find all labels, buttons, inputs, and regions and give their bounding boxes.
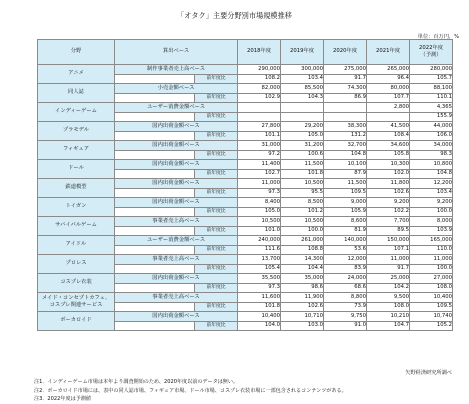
growth-cell: 102.9 — [238, 94, 281, 103]
growth-cell: 95.5 — [281, 189, 324, 198]
growth-cell: 109.5 — [324, 189, 367, 198]
growth-cell — [324, 113, 367, 122]
table-row — [38, 141, 453, 151]
growth-label-cell: 前年度比 — [195, 75, 238, 84]
growth-cell: 97.2 — [238, 151, 281, 160]
unit-label: 単位：百万円，% — [417, 34, 459, 40]
value-cell: 85,500 — [281, 84, 324, 94]
growth-cell: 100.0 — [410, 208, 453, 217]
value-cell: 34,600 — [367, 141, 410, 151]
growth-cell — [281, 113, 324, 122]
basis-cell: ユーザー消費金額ベース — [115, 103, 238, 113]
growth-cell: 110.1 — [410, 94, 453, 103]
growth-cell: 73.9 — [324, 303, 367, 312]
growth-cell: 105.4 — [238, 265, 281, 274]
spacer-cell — [115, 303, 195, 312]
growth-label-cell: 前年度比 — [195, 284, 238, 293]
value-cell: 31,000 — [238, 141, 281, 151]
field-name-cell: プラモデル — [38, 122, 115, 141]
growth-cell: 100.0 — [281, 227, 324, 236]
spacer-cell — [115, 113, 195, 122]
value-cell: 11,500 — [324, 179, 367, 189]
growth-cell: 105.7 — [410, 75, 453, 84]
value-cell: 10,500 — [281, 217, 324, 227]
header-basis: 算出ベース — [115, 40, 238, 65]
value-cell: 140,000 — [324, 236, 367, 246]
value-cell: 27,800 — [238, 122, 281, 132]
value-cell: 10,500 — [281, 179, 324, 189]
basis-cell: 国内出荷金額ベース — [115, 274, 238, 284]
value-cell: 35,500 — [238, 274, 281, 284]
growth-cell: 103.0 — [281, 322, 324, 331]
table-row — [38, 293, 453, 303]
field-name-cell: コスプレ衣装 — [38, 274, 115, 293]
growth-cell: 96.4 — [367, 75, 410, 84]
field-name-cell: ドール — [38, 160, 115, 179]
field-name-cell: フィギュア — [38, 141, 115, 160]
growth-cell: 131.2 — [324, 132, 367, 141]
growth-cell: 105.2 — [410, 322, 453, 331]
value-cell: 10,710 — [281, 312, 324, 322]
market-size-table — [37, 39, 453, 331]
growth-cell: 155.9 — [410, 113, 453, 122]
value-cell: 74,300 — [324, 84, 367, 94]
value-cell: 275,000 — [324, 65, 367, 75]
value-cell: 11,000 — [410, 255, 453, 265]
header-year: 2022年度 （予測） — [410, 40, 453, 65]
spacer-cell — [115, 322, 195, 331]
growth-cell: 103.4 — [281, 75, 324, 84]
value-cell: 80,000 — [367, 84, 410, 94]
growth-cell: 102.2 — [367, 208, 410, 217]
growth-cell: 104.4 — [281, 265, 324, 274]
spacer-cell — [115, 208, 195, 217]
table-row — [38, 255, 453, 265]
table-row — [38, 103, 453, 113]
growth-cell: 104.8 — [324, 151, 367, 160]
spacer-cell — [115, 94, 195, 103]
value-cell: 165,000 — [410, 236, 453, 246]
basis-cell: ユーザー消費金額ベース — [115, 236, 238, 246]
value-cell: 82,000 — [238, 84, 281, 94]
spacer-cell — [115, 227, 195, 236]
value-cell: 29,200 — [281, 122, 324, 132]
growth-cell: 98.6 — [281, 284, 324, 293]
growth-cell: 101.8 — [238, 303, 281, 312]
growth-cell: 91.0 — [324, 322, 367, 331]
value-cell: 265,000 — [367, 65, 410, 75]
growth-cell: 103.9 — [410, 227, 453, 236]
value-cell: 9,200 — [410, 198, 453, 208]
growth-cell: 104.0 — [238, 322, 281, 331]
value-cell: 34,000 — [410, 141, 453, 151]
table-row — [38, 84, 453, 94]
growth-label-cell: 前年度比 — [195, 132, 238, 141]
growth-cell: 100.0 — [410, 265, 453, 274]
table-row — [38, 274, 453, 284]
value-cell: 12,200 — [410, 179, 453, 189]
growth-cell: 105.8 — [367, 151, 410, 160]
growth-cell: 111.6 — [238, 246, 281, 255]
value-cell: 14,300 — [281, 255, 324, 265]
header-year: 2021年度 — [367, 40, 410, 65]
value-cell: 11,000 — [238, 179, 281, 189]
growth-cell: 104.7 — [367, 322, 410, 331]
value-cell: 10,400 — [410, 293, 453, 303]
basis-cell: 事業者売上高ベース — [115, 293, 238, 303]
table-row — [38, 198, 453, 208]
value-cell: 2,800 — [367, 103, 410, 113]
footnote: 注3．2022年度は予測値 — [34, 396, 91, 403]
value-cell: 280,000 — [410, 65, 453, 75]
header-field: 分野 — [38, 40, 115, 65]
spacer-cell — [115, 265, 195, 274]
header-year: 2020年度 — [324, 40, 367, 65]
value-cell — [238, 103, 281, 113]
spacer-cell — [115, 246, 195, 255]
value-cell: 9,200 — [367, 198, 410, 208]
value-cell: 10,500 — [238, 217, 281, 227]
growth-cell: 104.2 — [367, 284, 410, 293]
growth-cell: 91.7 — [367, 265, 410, 274]
value-cell: 12,000 — [324, 255, 367, 265]
value-cell — [281, 103, 324, 113]
growth-cell: 101.2 — [281, 208, 324, 217]
value-cell: 31,200 — [281, 141, 324, 151]
growth-cell: 102.7 — [238, 170, 281, 179]
value-cell: 35,000 — [281, 274, 324, 284]
table-row — [38, 122, 453, 132]
value-cell: 150,000 — [367, 236, 410, 246]
growth-cell: 68.6 — [324, 284, 367, 293]
table-row — [38, 160, 453, 170]
growth-cell: 109.5 — [410, 303, 453, 312]
growth-cell — [238, 113, 281, 122]
spacer-cell — [115, 132, 195, 141]
value-cell: 4,365 — [410, 103, 453, 113]
spacer-cell — [115, 151, 195, 160]
growth-cell: 53.6 — [324, 246, 367, 255]
footnote: 注2．ボーカロイド市場には、表中の同人誌市場、フィギュア市場、ドール市場、コスプレ衣装市場に一部包含されるコンテンツがある。 — [34, 387, 347, 394]
table-row — [38, 312, 453, 322]
growth-label-cell: 前年度比 — [195, 189, 238, 198]
value-cell — [324, 103, 367, 113]
value-cell: 8,800 — [324, 293, 367, 303]
growth-cell: 108.0 — [367, 303, 410, 312]
growth-cell — [367, 113, 410, 122]
growth-cell: 102.6 — [281, 303, 324, 312]
header-year: 2018年度 — [238, 40, 281, 65]
value-cell: 27,000 — [410, 274, 453, 284]
field-name-cell: サバイバルゲーム — [38, 217, 115, 236]
growth-label-cell: 前年度比 — [195, 170, 238, 179]
value-cell: 8,500 — [281, 198, 324, 208]
value-cell: 9,750 — [324, 312, 367, 322]
field-name-cell: 鉄道模型 — [38, 179, 115, 198]
value-cell: 240,000 — [238, 236, 281, 246]
value-cell: 25,000 — [367, 274, 410, 284]
value-cell: 290,000 — [238, 65, 281, 75]
growth-cell: 110.0 — [410, 246, 453, 255]
value-cell: 9,000 — [324, 198, 367, 208]
value-cell: 10,800 — [410, 160, 453, 170]
field-name-cell: 同人誌 — [38, 84, 115, 103]
header-year: 2019年度 — [281, 40, 324, 65]
growth-cell: 105.9 — [324, 208, 367, 217]
growth-label-cell: 前年度比 — [195, 303, 238, 312]
basis-cell: 小売金額ベース — [115, 84, 238, 94]
table-row — [38, 65, 453, 75]
header-row — [38, 40, 453, 65]
value-cell: 9,500 — [367, 293, 410, 303]
growth-cell: 100.6 — [281, 151, 324, 160]
growth-label-cell: 前年度比 — [195, 94, 238, 103]
value-cell: 8,000 — [410, 217, 453, 227]
value-cell: 10,740 — [410, 312, 453, 322]
field-name-cell: アイドル — [38, 236, 115, 255]
value-cell: 32,700 — [324, 141, 367, 151]
basis-cell: 国内出荷金額ベース — [115, 160, 238, 170]
field-name-cell: メイド・コンセプトカフェ、 コスプレ関連サービス — [38, 293, 115, 312]
value-cell: 24,000 — [324, 274, 367, 284]
value-cell: 7,700 — [367, 217, 410, 227]
spacer-cell — [115, 189, 195, 198]
source-note: 矢野経済研究所調べ — [405, 370, 452, 376]
spacer-cell — [115, 75, 195, 84]
value-cell: 8,400 — [238, 198, 281, 208]
growth-cell: 98.3 — [410, 151, 453, 160]
table-row — [38, 179, 453, 189]
field-name-cell: ボーカロイド — [38, 312, 115, 331]
growth-cell: 108.2 — [238, 75, 281, 84]
value-cell: 88,100 — [410, 84, 453, 94]
growth-cell: 108.0 — [410, 284, 453, 293]
value-cell: 11,500 — [281, 160, 324, 170]
growth-cell: 87.9 — [324, 170, 367, 179]
growth-cell: 86.9 — [324, 94, 367, 103]
value-cell: 44,000 — [410, 122, 453, 132]
growth-label-cell: 前年度比 — [195, 246, 238, 255]
growth-cell: 102.6 — [367, 189, 410, 198]
growth-cell: 101.8 — [281, 170, 324, 179]
value-cell: 10,100 — [324, 160, 367, 170]
basis-cell: 国内出荷金額ベース — [115, 198, 238, 208]
basis-cell: 国内出荷金額ベース — [115, 312, 238, 322]
value-cell: 11,900 — [281, 293, 324, 303]
value-cell: 41,500 — [367, 122, 410, 132]
value-cell: 10,210 — [367, 312, 410, 322]
spacer-cell — [115, 284, 195, 293]
spacer-cell — [115, 170, 195, 179]
basis-cell: 制作事業者売上高ベース — [115, 65, 238, 75]
value-cell: 11,800 — [367, 179, 410, 189]
field-name-cell: トイガン — [38, 198, 115, 217]
table-row — [38, 236, 453, 246]
growth-cell: 101.0 — [238, 227, 281, 236]
value-cell: 10,300 — [367, 160, 410, 170]
growth-cell: 89.5 — [367, 227, 410, 236]
basis-cell: 国内出荷金額ベース — [115, 122, 238, 132]
growth-cell: 108.8 — [281, 246, 324, 255]
field-name-cell: アニメ — [38, 65, 115, 84]
value-cell: 38,300 — [324, 122, 367, 132]
growth-label-cell: 前年度比 — [195, 113, 238, 122]
growth-cell: 91.7 — [324, 75, 367, 84]
basis-cell: 国内出荷金額ベース — [115, 179, 238, 189]
value-cell: 13,700 — [238, 255, 281, 265]
growth-cell: 105.0 — [238, 208, 281, 217]
growth-cell: 105.0 — [281, 132, 324, 141]
field-name-cell: プロレス — [38, 255, 115, 274]
table-row — [38, 217, 453, 227]
value-cell: 11,000 — [367, 255, 410, 265]
basis-cell: 事業者売上高ベース — [115, 217, 238, 227]
basis-cell: 事業者売上高ベース — [115, 255, 238, 265]
table-title: 「オタク」主要分野別市場規模推移 — [176, 11, 292, 20]
growth-cell: 104.8 — [410, 170, 453, 179]
growth-cell: 101.1 — [238, 132, 281, 141]
growth-cell: 97.3 — [238, 284, 281, 293]
growth-cell: 106.0 — [410, 132, 453, 141]
growth-label-cell: 前年度比 — [195, 151, 238, 160]
growth-cell: 107.7 — [367, 94, 410, 103]
growth-cell: 83.9 — [324, 265, 367, 274]
growth-label-cell: 前年度比 — [195, 265, 238, 274]
growth-label-cell: 前年度比 — [195, 322, 238, 331]
growth-cell: 108.4 — [367, 132, 410, 141]
value-cell: 11,400 — [238, 160, 281, 170]
growth-label-cell: 前年度比 — [195, 227, 238, 236]
value-cell: 8,600 — [324, 217, 367, 227]
growth-cell: 107.1 — [367, 246, 410, 255]
value-cell: 11,600 — [238, 293, 281, 303]
field-name-cell: インディーゲーム — [38, 103, 115, 122]
growth-cell: 81.9 — [324, 227, 367, 236]
footnote: 注1．インディーゲーム市場は本年より調査開始のため、2020年度以前のデータは無い。 — [34, 379, 239, 385]
value-cell: 10,400 — [238, 312, 281, 322]
growth-cell: 103.4 — [410, 189, 453, 198]
growth-label-cell: 前年度比 — [195, 208, 238, 217]
basis-cell: 国内出荷金額ベース — [115, 141, 238, 151]
value-cell: 300,000 — [281, 65, 324, 75]
growth-cell: 102.0 — [367, 170, 410, 179]
growth-cell: 104.3 — [281, 94, 324, 103]
growth-cell: 97.3 — [238, 189, 281, 198]
value-cell: 261,000 — [281, 236, 324, 246]
